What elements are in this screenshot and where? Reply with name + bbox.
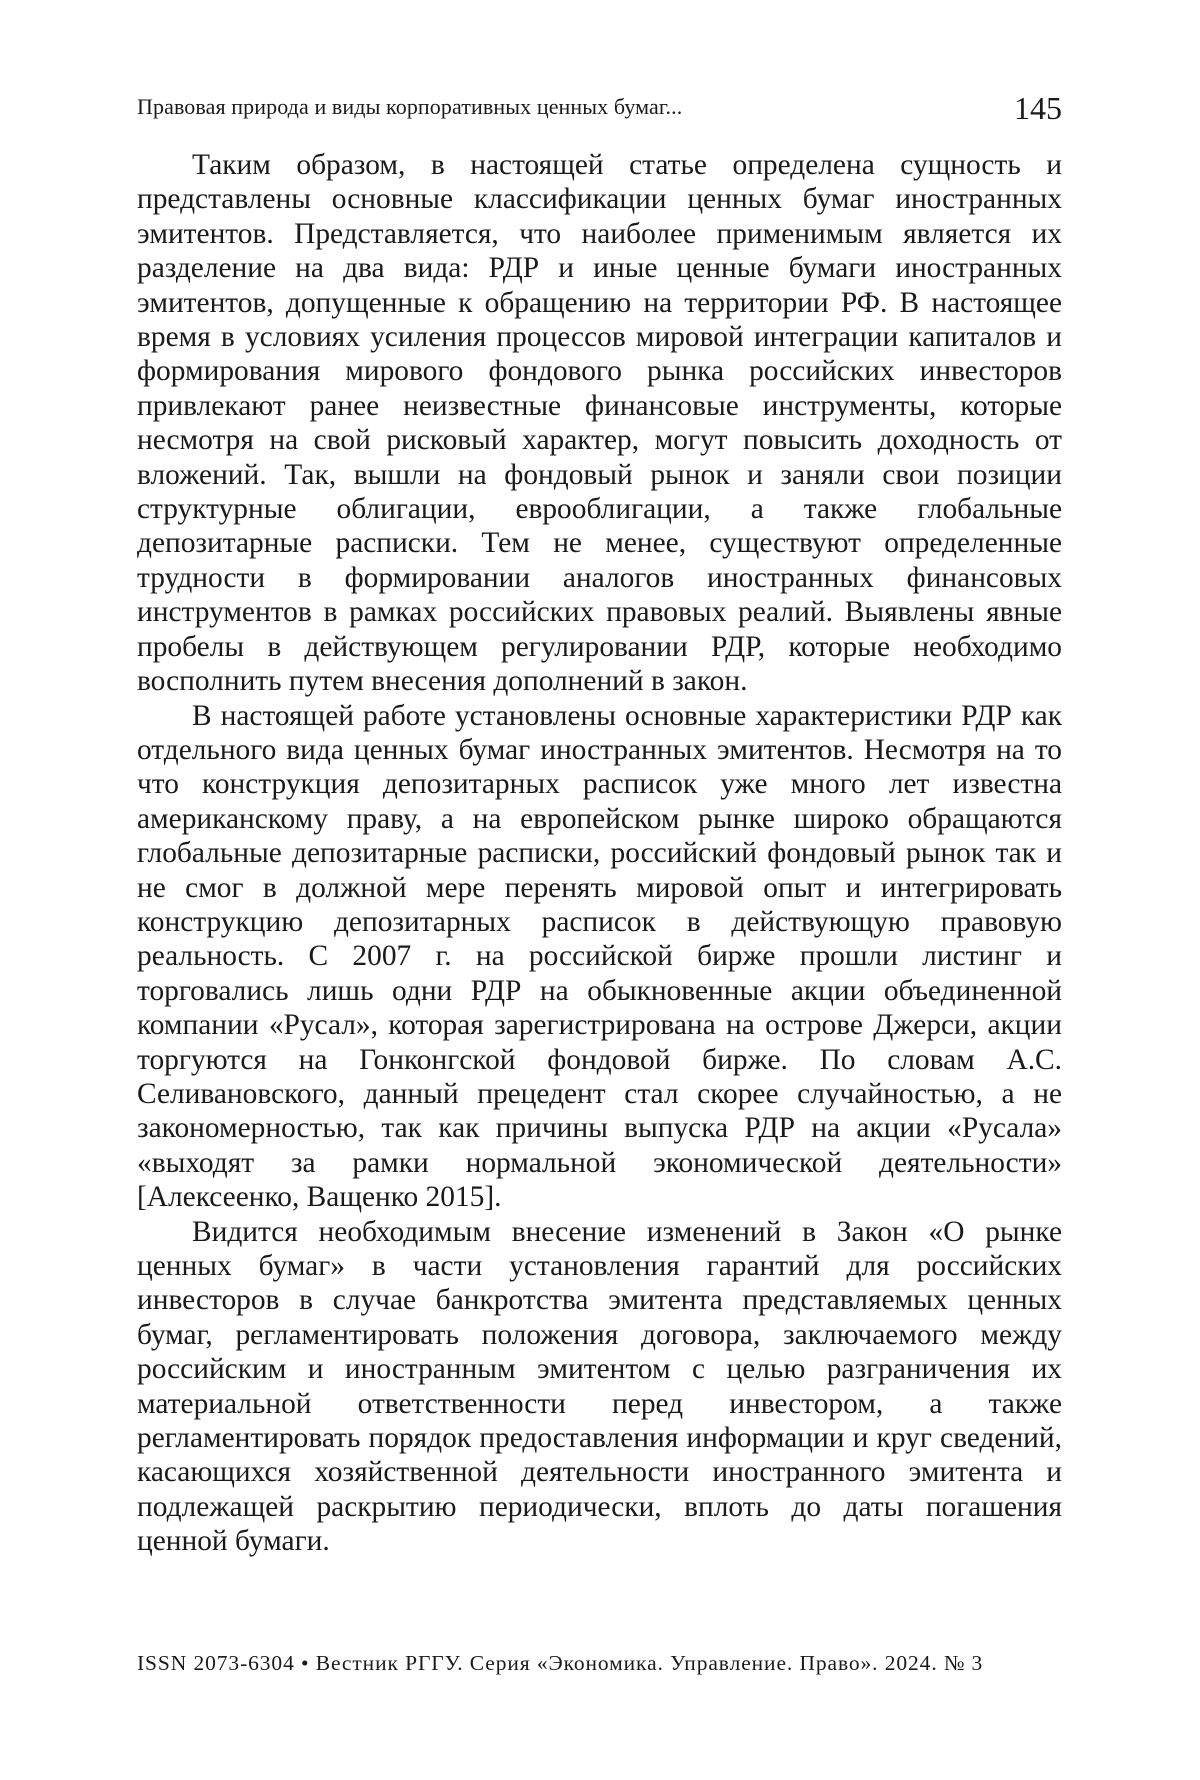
paragraph-conclusion-1: Таким образом, в настоящей статье определена сущность и представлены основные классификации ценных бумаг иностранных эмитентов. Представляется, что наиболее применимым является их разделение на два вида: РДР и иные ценные бумаги иностранных эмитентов, допущенные к обращению на территории РФ. В настоящее время в условиях усиления процессов мировой интеграции капиталов и формирования мирового фондового рынка российских инвесторов привлекают ранее неизвестные финансовые инструменты, которые несмотря на свой рисковый характер, могут повысить доходность от вложений. Так, вышли на фондовый рынок и заняли свои позиции структурные облигации, еврооблигации, а также глобальные депозитарные расписки. Тем не менее, существуют определенные трудности в формировании аналогов иностранных финансовых инструментов в рамках российских правовых реалий. Выявлены явные пробелы в действующем регулировании РДР, которые необходимо восполнить путем внесения дополнений в закон. — [137, 148, 1062, 699]
running-title: Правовая природа и виды корпоративных ценных бумаг... — [137, 94, 682, 120]
page-number: 145 — [1014, 90, 1062, 127]
article-body — [137, 148, 1062, 1559]
paragraph-conclusion-3: Видится необходимым внесение изменений в Закон «О рынке ценных бумаг» в части установления гарантий для российских инвесторов в случае банкротства эмитента представляемых ценных бумаг, регламентировать положения договора, заключаемого между российским и иностранным эмитентом с целью разграничения их материальной ответственности перед инвестором, а также регламентировать порядок предоставления информации и круг сведений, касающихся хозяйственной деятельности иностранного эмитента и подлежащей раскрытию периодически, вплоть до даты погашения ценной бумаги. — [137, 1215, 1062, 1559]
paragraph-conclusion-2: В настоящей работе установлены основные характеристики РДР как отдельного вида ценных бумаг иностранных эмитентов. Несмотря на то что конструкция депозитарных расписок уже много лет известна американскому праву, а на европейском рынке широко обращаются глобальные депозитарные расписки, российский фондовый рынок так и не смог в должной мере перенять мировой опыт и интегрировать конструкцию депозитарных расписок в действующую правовую реальность. С 2007 г. на российской бирже прошли листинг и торговались лишь одни РДР на обыкновенные акции объединенной компании «Русал», которая зарегистрирована на острове Джерси, акции торгуются на Гонконгской фондовой бирже. По словам А.С. Селивановского, данный прецедент стал скорее случайностью, а не закономерностью, так как причины выпуска РДР на акции «Русала» «выходят за рамки нормальной экономической деятельности» [Алексеенко, Ващенко 2015]. — [137, 699, 1062, 1215]
journal-footer: ISSN 2073-6304 • Вестник РГГУ. Серия «Экономика. Управление. Право». 2024. № 3 — [137, 1651, 983, 1676]
